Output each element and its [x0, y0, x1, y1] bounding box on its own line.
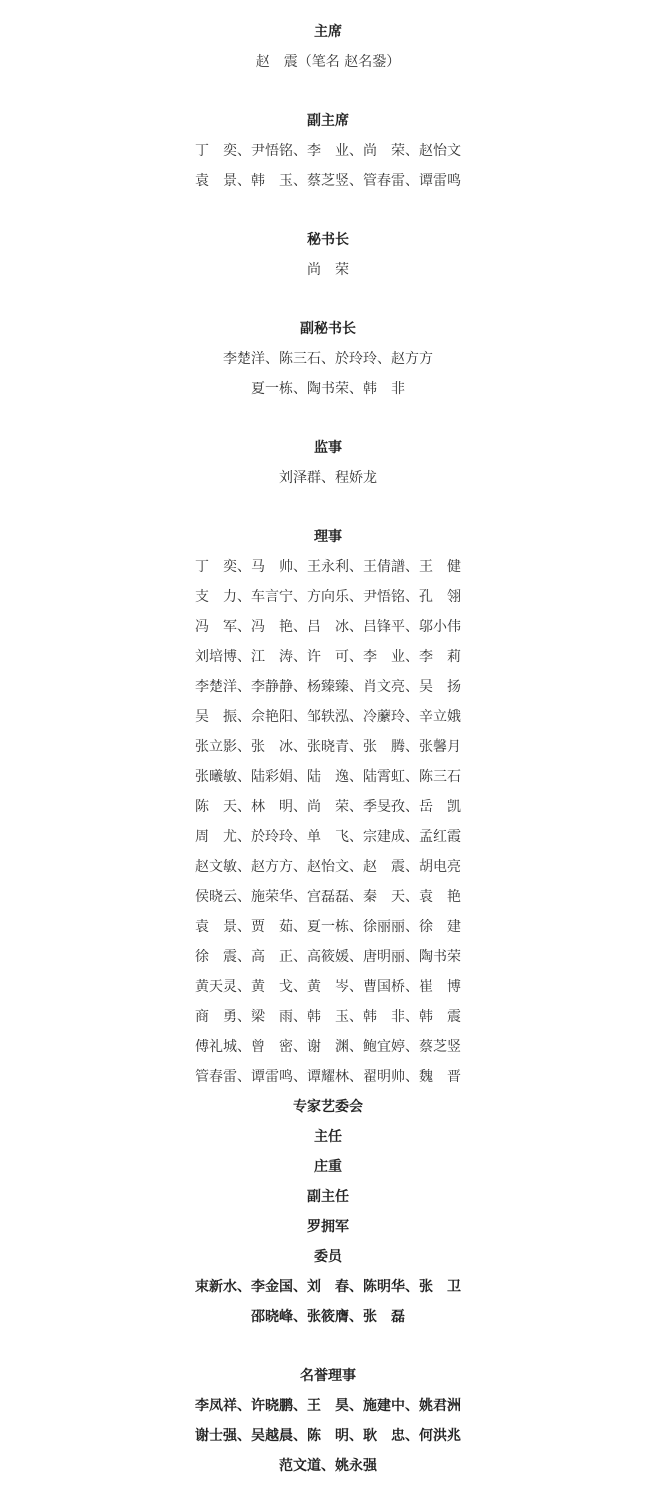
vice-chairman-line: 丁 奕、尹悟铭、李 业、尚 荣、赵怡文: [195, 143, 461, 159]
honorary-directors-heading: 名誉理事: [300, 1368, 356, 1384]
directors-line: 丁 奕、马 帅、王永利、王倩譜、王 健: [195, 559, 461, 575]
directors-line: 支 力、车言宁、方向乐、尹悟铭、孔 翎: [195, 589, 461, 605]
directors-line: 赵文敏、赵方方、赵怡文、赵 震、胡电亮: [195, 859, 461, 875]
directors-line: 李楚洋、李静静、杨臻臻、肖文亮、吴 扬: [195, 679, 461, 695]
directors-line: 管春雷、谭雷鸣、谭耀林、翟明帅、魏 晋: [195, 1069, 461, 1085]
expert-deputy-name: 罗拥军: [307, 1219, 349, 1235]
honorary-directors-line: 李凤祥、许晓鹏、王 昊、施建中、姚君洲: [195, 1398, 461, 1414]
deputy-secretary-general-heading: 副秘书长: [300, 321, 356, 337]
directors-line: 吴 振、佘艳阳、邹轶泓、冷䕷玲、辛立娥: [195, 709, 461, 725]
secretary-general-name: 尚 荣: [307, 262, 349, 278]
expert-director-heading: 主任: [314, 1129, 342, 1145]
directors-line: 袁 景、贾 茹、夏一栋、徐丽丽、徐 建: [195, 919, 461, 935]
directors-line: 刘培博、江 涛、许 可、李 业、李 莉: [195, 649, 461, 665]
supervisor-heading: 监事: [314, 440, 342, 456]
supervisor-names: 刘泽群、程娇龙: [279, 470, 377, 486]
expert-director-name: 庄重: [314, 1159, 342, 1175]
directors-line: 周 尤、於玲玲、单 飞、宗建成、孟红霞: [195, 829, 461, 845]
directors-line: 张曦敏、陆彩娟、陆 逸、陆霄虹、陈三石: [195, 769, 461, 785]
directors-heading: 理事: [314, 529, 342, 545]
directors-line: 侯晓云、施荣华、宫磊磊、秦 天、袁 艳: [195, 889, 461, 905]
expert-committee-heading: 专家艺委会: [293, 1099, 363, 1115]
expert-members-line: 束新水、李金国、刘 春、陈明华、张 卫: [195, 1279, 461, 1295]
chairman-heading: 主席: [314, 24, 342, 40]
directors-line: 冯 军、冯 艳、吕 冰、吕锋平、邬小伟: [195, 619, 461, 635]
honorary-directors-line: 范文道、姚永强: [279, 1458, 377, 1474]
directors-line: 黄天灵、黄 戈、黄 岑、曹国桥、崔 博: [195, 979, 461, 995]
directors-line: 傅礼城、曾 密、谢 渊、鲍宜婷、蔡芝竖: [195, 1039, 461, 1055]
directors-line: 徐 震、高 正、高筱媛、唐明丽、陶书荣: [195, 949, 461, 965]
expert-deputy-heading: 副主任: [307, 1189, 349, 1205]
deputy-secretary-general-line: 李楚洋、陈三石、於玲玲、赵方方: [223, 351, 433, 367]
honorary-directors-line: 谢士强、吴越晨、陈 明、耿 忠、何洪兆: [195, 1428, 461, 1444]
directors-line: 陈 天、林 明、尚 荣、季旻孜、岳 凯: [195, 799, 461, 815]
directors-line: 商 勇、梁 雨、韩 玉、韩 非、韩 震: [195, 1009, 461, 1025]
deputy-secretary-general-line: 夏一栋、陶书荣、韩 非: [251, 381, 405, 397]
vice-chairman-heading: 副主席: [307, 113, 349, 129]
chairman-name: 赵 震（笔名 赵名銎）: [255, 54, 401, 70]
vice-chairman-line: 袁 景、韩 玉、蔡芝竖、管春雷、谭雷鸣: [195, 173, 461, 189]
secretary-general-heading: 秘书长: [307, 232, 349, 248]
directors-line: 张立影、张 冰、张晓青、张 腾、张馨月: [195, 739, 461, 755]
expert-members-heading: 委员: [314, 1249, 342, 1265]
expert-members-line: 邵晓峰、张筱膺、张 磊: [251, 1309, 405, 1325]
